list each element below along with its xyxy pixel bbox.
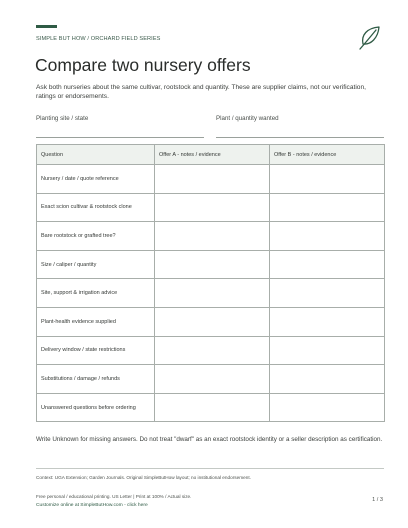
table-row [37,336,385,365]
question-cell: Nursery / date / quote reference [37,165,155,194]
context-note: Context: UGA Extension; Garden Journals. Original SimpleButHow layout; no institutional endorsement. [36,475,251,480]
question-cell: Exact scion cultivar & rootstock clone [37,193,155,222]
customize-link[interactable]: Customize online at SimpleButHow.com - click here [36,503,148,508]
offer-a-cell[interactable] [155,279,270,308]
offer-a-cell[interactable] [155,250,270,279]
offer-b-cell[interactable] [270,193,385,222]
offer-a-cell[interactable] [155,307,270,336]
offer-b-cell[interactable] [270,250,385,279]
offer-a-cell[interactable] [155,193,270,222]
table-row [37,393,385,422]
offer-a-column-header: Offer A - notes / evidence [155,145,270,165]
table-row [37,193,385,222]
series-label: SIMPLE BUT HOW / ORCHARD FIELD SERIES [36,36,161,42]
offer-a-cell[interactable] [155,165,270,194]
offer-a-cell[interactable] [155,393,270,422]
table-row [37,250,385,279]
offer-b-cell[interactable] [270,222,385,251]
question-cell: Size / caliper / quantity [37,250,155,279]
table-row [37,165,385,194]
question-cell: Delivery window / state restrictions [37,336,155,365]
planting-site-label: Planting site / state [36,115,89,122]
plant-quantity-field[interactable] [216,137,384,138]
question-cell: Site, support & irrigation advice [37,279,155,308]
table-row [37,279,385,308]
offer-a-cell[interactable] [155,336,270,365]
table-row [37,365,385,394]
leaf-icon [357,24,383,52]
table-row [37,222,385,251]
license-note: Free personal / educational printing. US Letter | Print at 100% / Actual size. [36,494,192,499]
page-subtitle: Ask both nurseries about the same cultivar, rootstock and quantity. These are supplier claims, not our verification, ratings or endorsements. [36,84,366,101]
table-header-row [37,145,385,165]
question-column-header: Question [37,145,155,165]
question-cell: Plant-health evidence supplied [37,307,155,336]
offer-b-cell[interactable] [270,365,385,394]
page-number: 1 / 3 [372,497,383,503]
planting-site-field[interactable] [36,137,204,138]
comparison-table [36,144,385,422]
question-cell: Unanswered questions before ordering [37,393,155,422]
offer-b-cell[interactable] [270,165,385,194]
offer-a-cell[interactable] [155,365,270,394]
offer-a-cell[interactable] [155,222,270,251]
header-accent-bar [36,25,57,28]
table-row [37,307,385,336]
footer-divider [36,468,384,469]
offer-b-cell[interactable] [270,307,385,336]
question-cell: Substitutions / damage / refunds [37,365,155,394]
page-title: Compare two nursery offers [35,55,251,75]
offer-b-cell[interactable] [270,393,385,422]
plant-quantity-label: Plant / quantity wanted [216,115,279,122]
footnote: Write Unknown for missing answers. Do not treat "dwarf" as an exact rootstock identity or a seller description as certification. [36,436,383,443]
question-cell: Bare rootstock or grafted tree? [37,222,155,251]
offer-b-cell[interactable] [270,336,385,365]
offer-b-cell[interactable] [270,279,385,308]
offer-b-column-header: Offer B - notes / evidence [270,145,385,165]
